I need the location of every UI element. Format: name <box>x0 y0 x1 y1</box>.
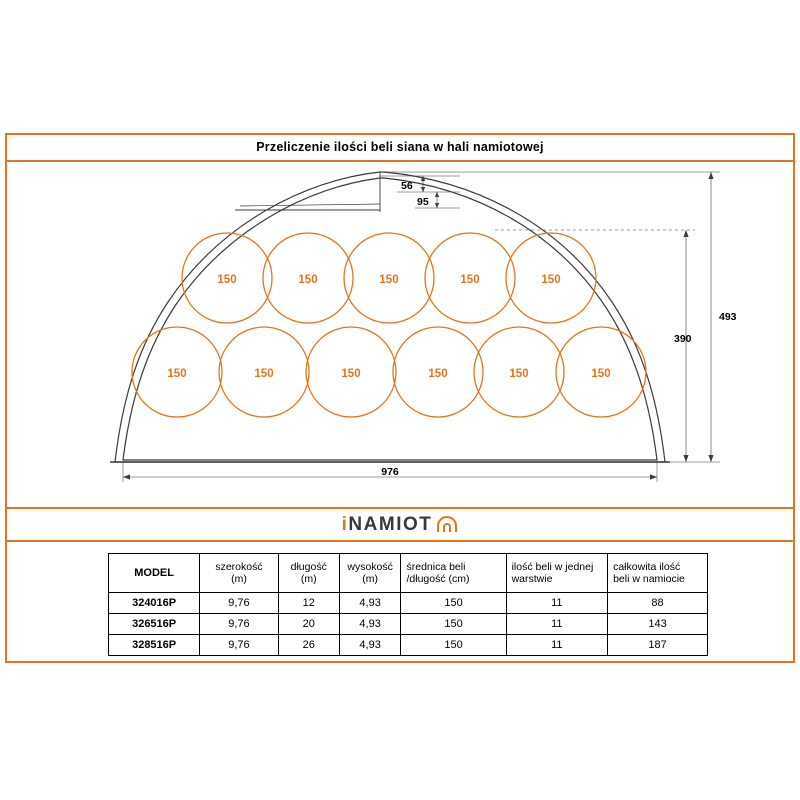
cell-diameter: 150 <box>401 635 506 656</box>
cell-width: 9,76 <box>200 593 279 614</box>
cell-per-layer: 11 <box>506 635 608 656</box>
arrow-down-493 <box>708 455 713 462</box>
dim-label-95: 95 <box>417 196 429 208</box>
arrow-up-390 <box>683 230 688 237</box>
bale <box>556 327 646 417</box>
header-diameter: średnica beli /długość (cm) <box>401 554 506 593</box>
logo-name: NAMIOT <box>348 513 433 535</box>
cell-height: 4,93 <box>339 593 401 614</box>
cell-diameter: 150 <box>401 614 506 635</box>
arrow-left-976 <box>123 474 130 479</box>
bale <box>182 233 272 323</box>
spec-table-wrapper <box>108 553 708 656</box>
cell-per-layer: 11 <box>506 614 608 635</box>
arrow-up-493 <box>708 172 713 179</box>
cell-width: 9,76 <box>200 635 279 656</box>
bale <box>306 327 396 417</box>
svg-text:150: 150 <box>509 368 529 380</box>
cell-model: 324016P <box>109 593 200 614</box>
svg-text:150: 150 <box>298 274 318 286</box>
bale <box>263 233 353 323</box>
arrow-down-390 <box>683 455 688 462</box>
table-row <box>109 614 708 635</box>
svg-text:150: 150 <box>460 274 480 286</box>
header-width: szerokość (m) <box>200 554 279 593</box>
cell-length: 20 <box>278 614 339 635</box>
dim-label-976: 976 <box>381 466 399 478</box>
cell-height: 4,93 <box>339 614 401 635</box>
cell-total: 88 <box>608 593 708 614</box>
tent-inner-profile <box>123 178 657 460</box>
cell-per-layer: 11 <box>506 593 608 614</box>
header-length: długość (m) <box>278 554 339 593</box>
bale <box>425 233 515 323</box>
table-row <box>109 593 708 614</box>
svg-text:150: 150 <box>254 368 274 380</box>
cell-model: 326516P <box>109 614 200 635</box>
cell-total: 187 <box>608 635 708 656</box>
brand-logo <box>342 514 433 536</box>
cell-total: 143 <box>608 614 708 635</box>
bale <box>344 233 434 323</box>
page-title: Przeliczenie ilości beli siana w hali namiotowej <box>256 139 544 154</box>
svg-text:150: 150 <box>428 368 448 380</box>
bale <box>393 327 483 417</box>
logo-prefix: i <box>341 513 349 535</box>
arrow-down-56 <box>421 187 425 192</box>
dim-label-56: 56 <box>401 180 413 192</box>
bale-row-bottom <box>132 327 646 417</box>
svg-text:150: 150 <box>167 368 187 380</box>
cell-diameter: 150 <box>401 593 506 614</box>
ridge-beam-2 <box>240 204 380 206</box>
table-header-row <box>109 554 708 593</box>
header-height: wysokość (m) <box>339 554 401 593</box>
bale <box>132 327 222 417</box>
tent-cross-section-drawing <box>5 162 795 507</box>
svg-text:150: 150 <box>341 368 361 380</box>
arrow-down-95 <box>435 203 439 208</box>
title-bar <box>5 133 795 162</box>
svg-text:150: 150 <box>217 274 237 286</box>
header-per-layer: ilość beli w jednej warstwie <box>506 554 608 593</box>
dim-label-493: 493 <box>719 311 737 323</box>
table-row <box>109 635 708 656</box>
bale <box>474 327 564 417</box>
dim-label-390: 390 <box>674 333 692 345</box>
cell-height: 4,93 <box>339 635 401 656</box>
cell-length: 12 <box>278 593 339 614</box>
tent-icon <box>436 516 458 534</box>
svg-text:150: 150 <box>541 274 561 286</box>
bale <box>219 327 309 417</box>
header-model: MODEL <box>109 554 200 593</box>
header-total: całkowita ilość beli w namiocie <box>608 554 708 593</box>
cell-model: 328516P <box>109 635 200 656</box>
arrow-up-95 <box>435 192 439 197</box>
arrow-right-976 <box>650 474 657 479</box>
logo-bar <box>5 507 795 542</box>
tent-outer-profile <box>115 172 665 462</box>
svg-text:150: 150 <box>379 274 399 286</box>
cell-length: 26 <box>278 635 339 656</box>
cell-width: 9,76 <box>200 614 279 635</box>
bale-row-top <box>182 233 596 323</box>
spec-table <box>108 553 708 656</box>
svg-text:150: 150 <box>591 368 611 380</box>
